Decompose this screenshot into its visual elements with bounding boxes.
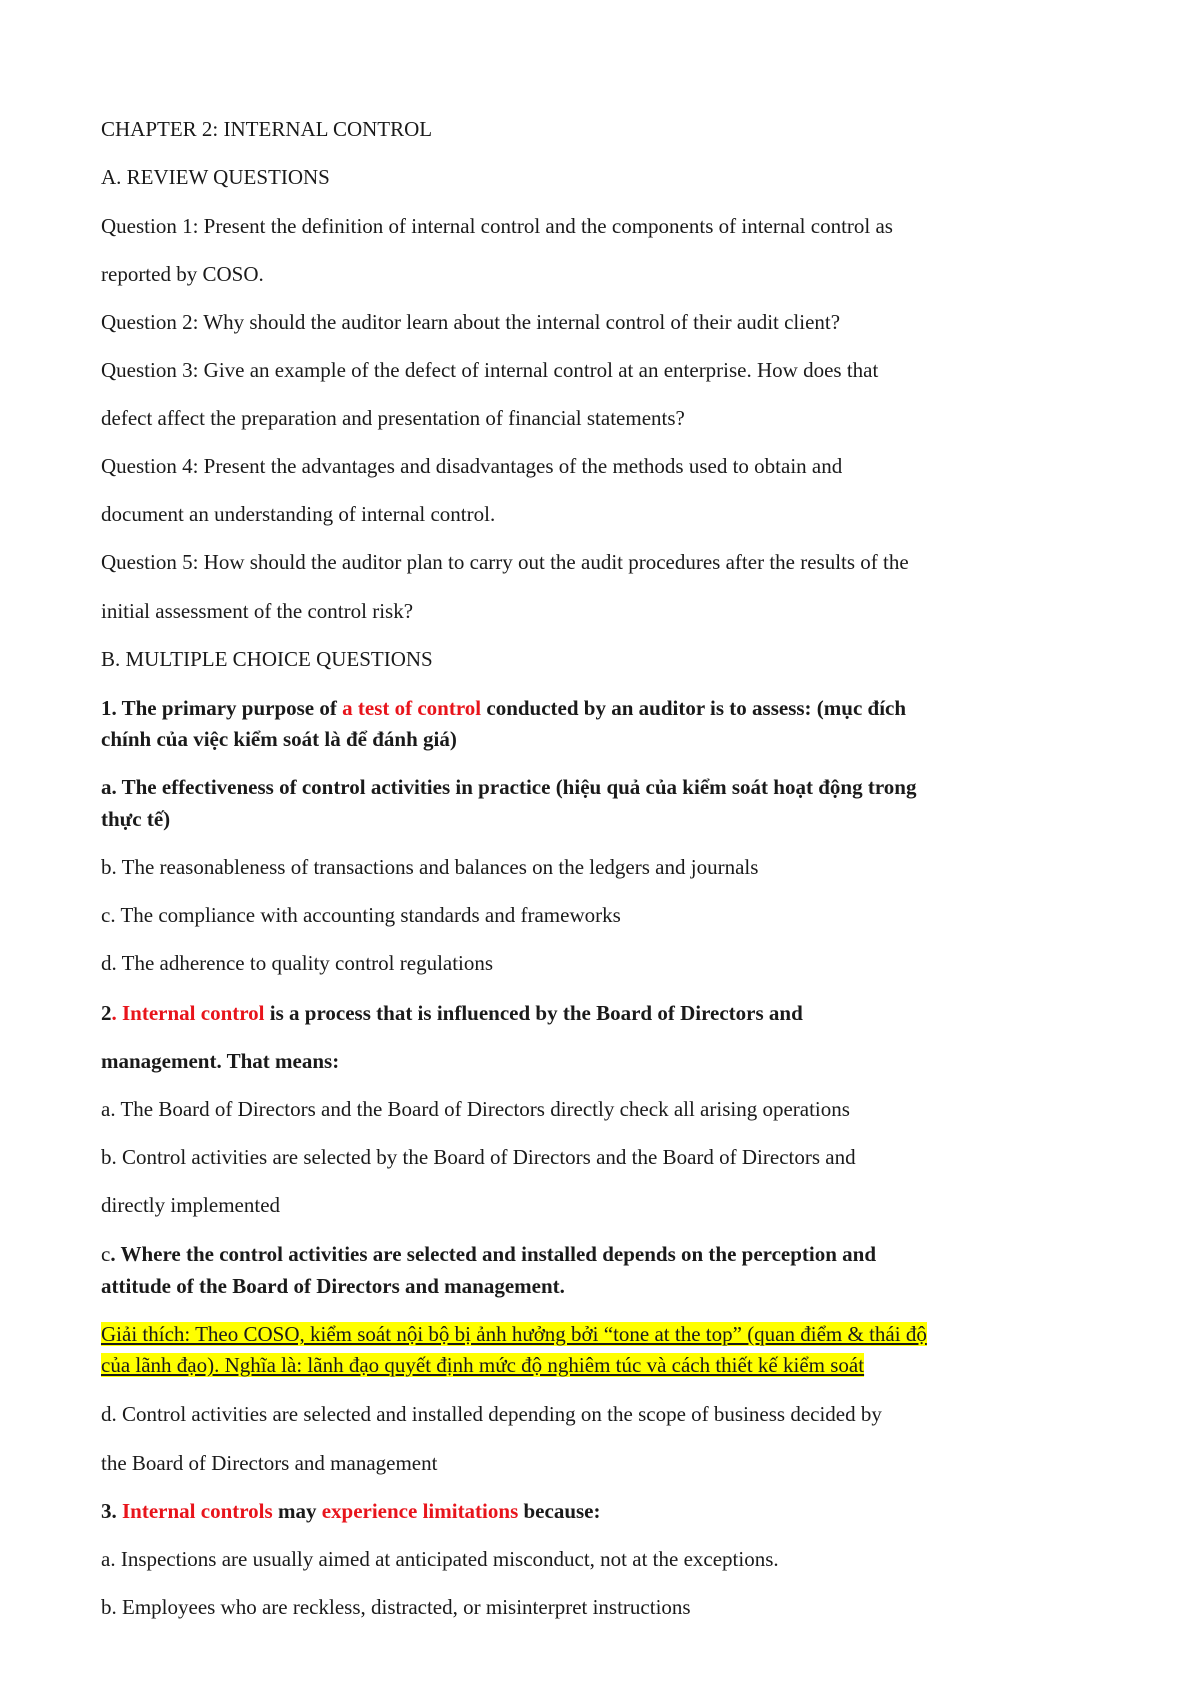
mcq-2-option-d-line-2: the Board of Directors and management [101,1451,438,1475]
section-b-heading: B. MULTIPLE CHOICE QUESTIONS [101,647,433,671]
mcq-3-stem [101,1497,601,1525]
mcq-3-highlight-term-2: experience limitations [321,1499,519,1523]
question-2-line: Question 2: Why should the auditor learn about the internal control of their audit client? [101,310,841,334]
mcq-1-option-a-line-2: thực tế) [101,807,171,831]
mcq-2-option-b-line-1: b. Control activities are selected by the Board of Directors and the Board of Directors and [101,1145,856,1169]
mcq-3-option-a: a. Inspections are usually aimed at anticipated misconduct, not at the exceptions. [101,1547,779,1571]
explanation-highlight-2: của lãnh đạo). Nghĩa là: lãnh đạo quyết định mức độ nghiêm túc và cách thiết kế kiểm soát [101,1353,865,1377]
question-3-line-1: Question 3: Give an example of the defect of internal control at an enterprise. How does that [101,358,879,382]
mcq-2-explanation-line-2 [101,1351,864,1379]
mcq-3-stem-mid: may [272,1499,322,1523]
mcq-2-option-d-line-1: d. Control activities are selected and installed depending on the scope of business decided by [101,1402,882,1426]
mcq-2-stem-line-1 [101,999,803,1027]
mcq-2-number: 2 [101,1001,112,1025]
mcq-2-option-b-line-2: directly implemented [101,1193,281,1217]
mcq-2-stem-line-2: management. That means: [101,1049,340,1073]
mcq-1-stem-end: conducted by an auditor is to assess: (mục đích [481,696,907,720]
mcq-1-stem-line-2: chính của việc kiểm soát là để đánh giá) [101,727,457,751]
mcq-2-stem-end: is a process that is influenced by the Board of Directors and [264,1001,803,1025]
mcq-1-stem-start: 1. The primary purpose of [101,696,343,720]
mcq-1-option-c: c. The compliance with accounting standards and frameworks [101,903,621,927]
mcq-2-option-c-line-1 [101,1240,876,1268]
question-5-line-2: initial assessment of the control risk? [101,599,414,623]
mcq-2-option-c-line-2: attitude of the Board of Directors and management. [101,1274,565,1298]
question-1-line-2: reported by COSO. [101,262,264,286]
section-a-heading: A. REVIEW QUESTIONS [101,165,330,189]
chapter-title: CHAPTER 2: INTERNAL CONTROL [101,117,433,141]
mcq-2-highlight-term: . Internal control [111,1001,265,1025]
mcq-1-option-b: b. The reasonableness of transactions and balances on the ledgers and journals [101,855,759,879]
question-1-line-1: Question 1: Present the definition of internal control and the components of internal control as [101,214,893,238]
mcq-3-highlight-term-1: Internal controls [122,1499,273,1523]
mcq-1-highlight-term: a test of control [342,696,482,720]
mcq-3-option-b: b. Employees who are reckless, distracted, or misinterpret instructions [101,1595,691,1619]
question-3-line-2: defect affect the preparation and presentation of financial statements? [101,406,685,430]
mcq-2-option-a: a. The Board of Directors and the Board of Directors directly check all arising operations [101,1097,850,1121]
mcq-1-option-d: d. The adherence to quality control regulations [101,951,494,975]
mcq-1-stem-line-1 [101,694,906,722]
explanation-highlight-1: Giải thích: Theo COSO, kiểm soát nội bộ bị ảnh hưởng bởi “tone at the top” (quan điểm & thái độ [101,1322,927,1346]
mcq-2-explanation-line-1 [101,1320,927,1348]
question-4-line-1: Question 4: Present the advantages and disadvantages of the methods used to obtain and [101,454,843,478]
question-4-line-2: document an understanding of internal control. [101,502,496,526]
mcq-2-option-c-letter: c [101,1242,111,1266]
mcq-1-option-a-line-1: a. The effectiveness of control activities in practice (hiệu quả của kiểm soát hoạt động trong [101,775,917,799]
mcq-2-option-c-text: . Where the control activities are selected and installed depends on the perception and [110,1242,877,1266]
question-5-line-1: Question 5: How should the auditor plan to carry out the audit procedures after the results of the [101,550,909,574]
mcq-3-number: 3. [101,1499,122,1523]
mcq-3-stem-end: because: [518,1499,601,1523]
